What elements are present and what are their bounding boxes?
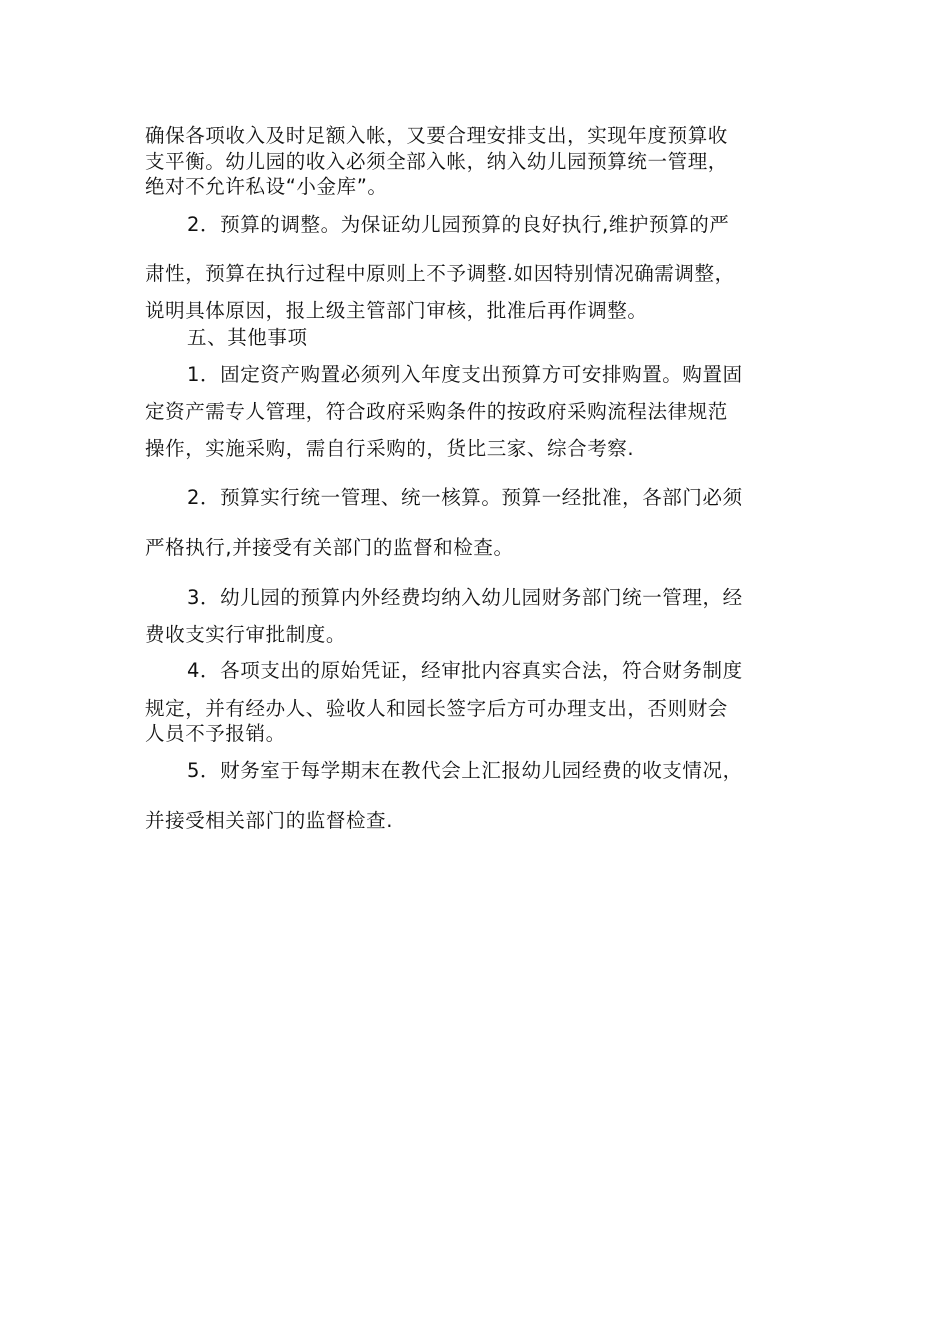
text-line: 5．财务室于每学期末在教代会上汇报幼儿园经费的收支情况， <box>187 759 743 782</box>
text-line: 绝对不允许私设“小金库”。 <box>145 175 388 198</box>
text-line: 定资产需专人管理，符合政府采购条件的按政府采购流程法律规范 <box>145 400 728 423</box>
text-line: 说明具体原因，报上级主管部门审核，批准后再作调整。 <box>145 299 648 322</box>
section-heading: 五、其他事项 <box>187 326 308 349</box>
text-line: 2．预算的调整。为保证幼儿园预算的良好执行,维护预算的严 <box>187 213 730 236</box>
text-line: 4．各项支出的原始凭证，经审批内容真实合法，符合财务制度 <box>187 659 743 682</box>
text-line: 肃性，预算在执行过程中原则上不予调整.如因特别情况确需调整， <box>145 262 735 285</box>
text-line: 严格执行,并接受有关部门的监督和检查。 <box>145 536 514 559</box>
text-line: 人员不予报销。 <box>145 722 286 745</box>
text-line: 3．幼儿园的预算内外经费均纳入幼儿园财务部门统一管理，经 <box>187 586 743 609</box>
text-line: 1．固定资产购置必须列入年度支出预算方可安排购置。购置固 <box>187 363 743 386</box>
text-line: 规定，并有经办人、验收人和园长签字后方可办理支出，否则财会 <box>145 697 728 720</box>
text-line: 2．预算实行统一管理、统一核算。预算一经批准，各部门必须 <box>187 486 743 509</box>
text-line: 确保各项收入及时足额入帐，又要合理安排支出，实现年度预算收 <box>145 124 728 147</box>
text-line: 操作，实施采购，需自行采购的，货比三家、综合考察. <box>145 437 635 460</box>
text-line: 费收支实行审批制度。 <box>145 623 347 646</box>
text-line: 支平衡。幼儿园的收入必须全部入帐，纳入幼儿园预算统一管理， <box>145 150 728 173</box>
text-line: 并接受相关部门的监督检查. <box>145 809 393 832</box>
